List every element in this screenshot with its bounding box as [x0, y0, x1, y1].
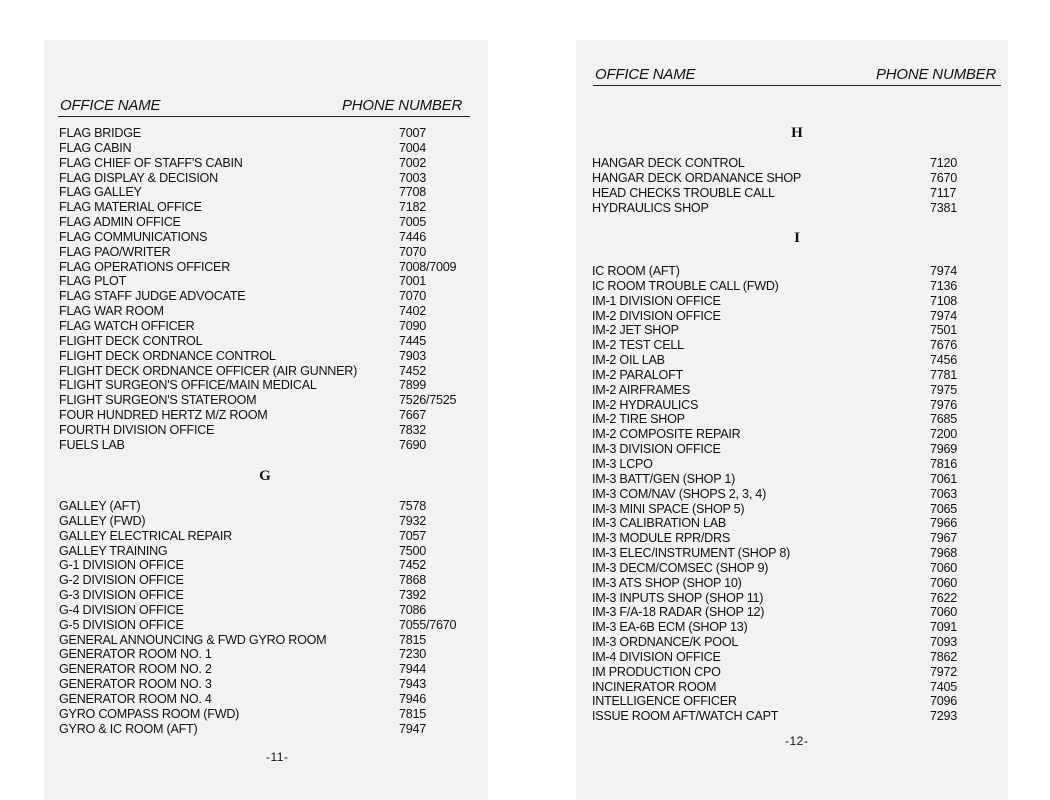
office-name: IM-2 DIVISION OFFICE [592, 308, 721, 323]
header-rule [593, 85, 1001, 86]
phone-number: 7060 [930, 560, 958, 575]
office-name: GENERATOR ROOM NO. 3 [59, 677, 212, 692]
office-name-header: OFFICE NAME [595, 66, 696, 83]
office-name: FLIGHT SURGEON'S STATEROOM [59, 393, 257, 408]
phone-number: 7974 [930, 308, 958, 323]
office-name: FLAG MATERIAL OFFICE [59, 200, 202, 215]
office-name: FLAG COMMUNICATIONS [59, 229, 208, 244]
office-name: FLAG BRIDGE [59, 126, 141, 140]
office-name: FLAG WATCH OFFICER [59, 318, 195, 333]
phone-number: 7676 [930, 338, 958, 353]
phone-number: 7402 [399, 304, 427, 319]
right-page [576, 40, 1008, 800]
office-name: ISSUE ROOM AFT/WATCH CAPT [592, 709, 779, 724]
phone-number: 7708 [399, 185, 427, 200]
office-name: FLAG CHIEF OF STAFF'S CABIN [59, 155, 243, 170]
office-name: IM-3 BATT/GEN (SHOP 1) [592, 471, 736, 486]
phone-number: 7091 [930, 620, 958, 635]
phone-number: 7932 [399, 513, 427, 528]
phone-number: 7002 [399, 155, 427, 170]
phone-number: 7670 [930, 170, 958, 185]
office-name: FLAG DISPLAY & DECISION [59, 170, 218, 185]
office-name: FLIGHT DECK ORDNANCE OFFICER (AIR GUNNER) [59, 363, 358, 378]
phone-number: 7117 [930, 185, 957, 200]
phone-number: 7055/7670 [399, 617, 457, 632]
office-name: HYDRAULICS SHOP [592, 200, 709, 215]
office-name: FLAG PLOT [59, 274, 127, 289]
phone-number: 7381 [930, 200, 958, 215]
phone-number: 7446 [399, 229, 427, 244]
section-letter-i: I [794, 230, 800, 246]
office-name: FLAG GALLEY [59, 185, 142, 200]
phone-number-header: PHONE NUMBER [876, 66, 997, 83]
office-name: HANGAR DECK ORDANANCE SHOP [592, 170, 802, 185]
office-name: IM-3 COM/NAV (SHOPS 2, 3, 4) [592, 486, 767, 501]
phone-number: 7501 [930, 323, 958, 338]
phone-number: 7060 [930, 605, 958, 620]
phone-number-header: PHONE NUMBER [342, 97, 463, 114]
phone-number: 7182 [399, 200, 427, 215]
office-name: FLAG ADMIN OFFICE [59, 215, 181, 230]
office-name: INTELLIGENCE OFFICER [592, 694, 737, 709]
office-name: GENERATOR ROOM NO. 1 [59, 647, 212, 662]
phone-number: 7944 [399, 662, 427, 677]
phone-number: 7057 [399, 528, 427, 543]
office-name: IM-3 MINI SPACE (SHOP 5) [592, 501, 745, 516]
office-name: FLAG PAO/WRITER [59, 244, 171, 259]
section-letter-g: G [259, 468, 271, 484]
phone-number: 7001 [399, 274, 427, 289]
office-name: FLIGHT DECK CONTROL [59, 333, 203, 348]
office-name: IM-3 ORDNANCE/K POOL [592, 635, 739, 650]
phone-number: 7862 [930, 649, 958, 664]
office-name: IM PRODUCTION CPO [592, 664, 721, 679]
phone-number: 7405 [930, 679, 958, 694]
phone-number: 7392 [399, 588, 427, 603]
office-name: IM-2 TEST CELL [592, 338, 684, 353]
office-name: GALLEY (FWD) [59, 513, 146, 528]
office-name: FLAG CABIN [59, 140, 132, 155]
phone-number: 7976 [930, 397, 958, 412]
left-page [44, 40, 488, 800]
phone-number: 7108 [930, 293, 958, 308]
office-name: IM-3 DIVISION OFFICE [592, 442, 721, 457]
phone-number: 7003 [399, 170, 427, 185]
office-name: IC ROOM (AFT) [592, 264, 680, 278]
phone-number: 7685 [930, 412, 958, 427]
phone-number: 7526/7525 [399, 393, 457, 408]
phone-number: 7060 [930, 575, 958, 590]
office-name: FLAG OPERATIONS OFFICER [59, 259, 231, 274]
section-letter-h: H [791, 125, 803, 141]
phone-number: 7832 [399, 422, 427, 437]
office-name: FLAG WAR ROOM [59, 304, 164, 319]
office-name: IC ROOM TROUBLE CALL (FWD) [592, 278, 779, 293]
phone-number: 7578 [399, 499, 427, 513]
phone-number: 7008/7009 [399, 259, 457, 274]
phone-number: 7969 [930, 442, 958, 457]
office-name: IM-3 CALIBRATION LAB [592, 516, 727, 531]
office-name: GYRO & IC ROOM (AFT) [59, 721, 198, 736]
phone-number: 7061 [930, 471, 958, 486]
phone-number: 7120 [930, 156, 958, 170]
phone-number: 7004 [399, 140, 427, 155]
office-name: G-4 DIVISION OFFICE [59, 602, 184, 617]
phone-number: 7005 [399, 215, 427, 230]
office-name: IM-3 DECM/COMSEC (SHOP 9) [592, 560, 769, 575]
office-name: IM-1 DIVISION OFFICE [592, 293, 721, 308]
office-name: G-1 DIVISION OFFICE [59, 558, 184, 573]
phone-number: 7943 [399, 677, 427, 692]
phone-number: 7816 [930, 456, 958, 471]
phone-number: 7781 [930, 367, 958, 382]
office-name: IM-4 DIVISION OFFICE [592, 649, 721, 664]
office-name: G-5 DIVISION OFFICE [59, 617, 184, 632]
phone-number: 7974 [930, 264, 958, 278]
phone-number: 7452 [399, 558, 427, 573]
office-name: IM-2 OIL LAB [592, 353, 665, 368]
header-rule [58, 116, 470, 117]
phone-number: 7007 [399, 126, 427, 140]
office-name: FLIGHT SURGEON'S OFFICE/MAIN MEDICAL [59, 378, 317, 393]
phone-number: 7090 [399, 318, 427, 333]
page-number-left: -11- [266, 750, 289, 764]
office-name: GENERAL ANNOUNCING & FWD GYRO ROOM [59, 632, 327, 647]
office-name: GALLEY ELECTRICAL REPAIR [59, 528, 232, 543]
phone-number: 7690 [399, 437, 427, 452]
office-name: G-3 DIVISION OFFICE [59, 588, 184, 603]
phone-number: 7815 [399, 706, 427, 721]
phone-number: 7966 [930, 516, 958, 531]
office-name: IM-2 HYDRAULICS [592, 397, 699, 412]
office-name: HEAD CHECKS TROUBLE CALL [592, 185, 775, 200]
phone-number: 7967 [930, 531, 958, 546]
phone-number: 7899 [399, 378, 427, 393]
phone-number: 7500 [399, 543, 427, 558]
phone-number: 7452 [399, 363, 427, 378]
page-number-right: -12- [785, 734, 809, 748]
phone-number: 7972 [930, 664, 958, 679]
phone-number: 7070 [399, 289, 427, 304]
phone-number: 7070 [399, 244, 427, 259]
office-name-header: OFFICE NAME [60, 97, 161, 114]
office-name: GENERATOR ROOM NO. 4 [59, 691, 212, 706]
office-name: INCINERATOR ROOM [592, 679, 717, 694]
office-name: GALLEY TRAINING [59, 543, 168, 558]
office-name: IM-3 ELEC/INSTRUMENT (SHOP 8) [592, 546, 791, 561]
office-name: IM-2 JET SHOP [592, 323, 679, 338]
phone-number: 7868 [399, 573, 427, 588]
phone-number: 7946 [399, 691, 427, 706]
phone-number: 7230 [399, 647, 427, 662]
phone-number: 7903 [399, 348, 427, 363]
phone-number: 7086 [399, 602, 427, 617]
office-name: GENERATOR ROOM NO. 2 [59, 662, 212, 677]
phone-number: 7200 [930, 427, 958, 442]
office-name: IM-2 COMPOSITE REPAIR [592, 427, 741, 442]
phone-number: 7622 [930, 590, 958, 605]
office-name: IM-3 ATS SHOP (SHOP 10) [592, 575, 742, 590]
office-name: IM-2 TIRE SHOP [592, 412, 685, 427]
phone-number: 7093 [930, 635, 958, 650]
phone-number: 7968 [930, 546, 958, 561]
phone-number: 7975 [930, 382, 958, 397]
office-name: IM-2 AIRFRAMES [592, 382, 690, 397]
office-name: IM-3 INPUTS SHOP (SHOP 11) [592, 590, 764, 605]
phone-number: 7136 [930, 278, 958, 293]
office-name: FOUR HUNDRED HERTZ M/Z ROOM [59, 408, 268, 423]
office-name: IM-3 F/A-18 RADAR (SHOP 12) [592, 605, 765, 620]
phone-number: 7947 [399, 721, 427, 736]
office-name: IM-3 EA-6B ECM (SHOP 13) [592, 620, 748, 635]
office-name: FUELS LAB [59, 437, 125, 452]
office-name: G-2 DIVISION OFFICE [59, 573, 184, 588]
phone-number: 7096 [930, 694, 958, 709]
phone-number: 7445 [399, 333, 427, 348]
phone-number: 7065 [930, 501, 958, 516]
phone-number: 7293 [930, 709, 958, 724]
office-name: FLIGHT DECK ORDNANCE CONTROL [59, 348, 276, 363]
office-name: FOURTH DIVISION OFFICE [59, 422, 215, 437]
office-name: IM-3 MODULE RPR/DRS [592, 531, 730, 546]
phone-number: 7667 [399, 408, 427, 423]
office-name: IM-2 PARALOFT [592, 367, 683, 382]
office-name: GYRO COMPASS ROOM (FWD) [59, 706, 240, 721]
office-name: IM-3 LCPO [592, 456, 653, 471]
office-name: FLAG STAFF JUDGE ADVOCATE [59, 289, 246, 304]
phone-number: 7063 [930, 486, 958, 501]
phone-number: 7456 [930, 353, 958, 368]
phone-number: 7815 [399, 632, 427, 647]
office-name: GALLEY (AFT) [59, 499, 141, 513]
office-name: HANGAR DECK CONTROL [592, 156, 745, 170]
